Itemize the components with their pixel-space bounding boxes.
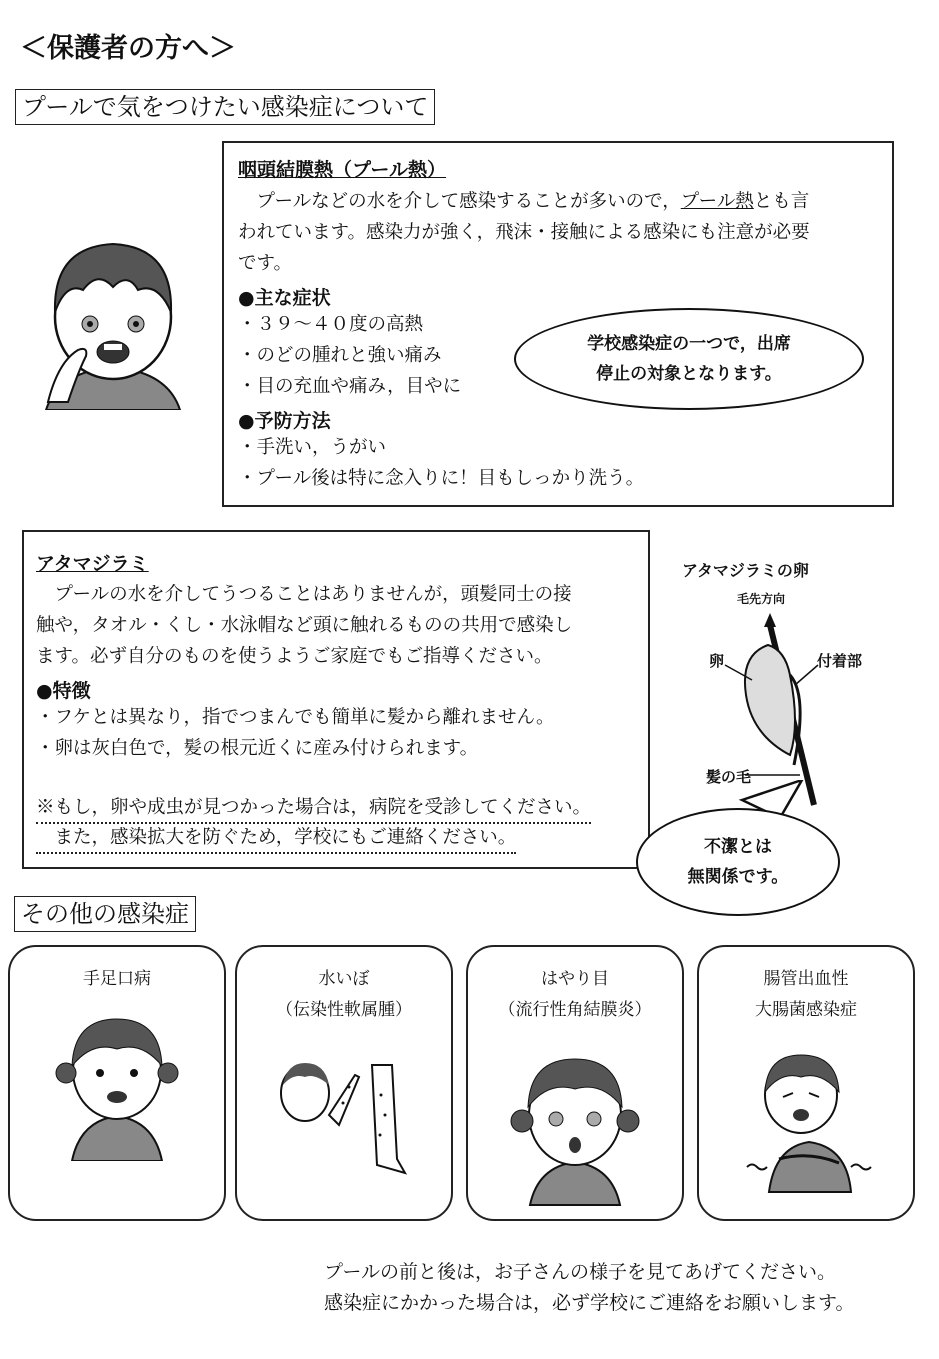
footer-line2: 感染症にかかった場合は，必ず学校にご連絡をお願いします。 (324, 1292, 855, 1314)
section-title-pool: プールで気をつけたい感染症について (15, 89, 435, 125)
feature-item: ・フケとは異なり，指でつまんでも簡単に髪から離れません。 (36, 707, 555, 728)
card-molluscum (235, 945, 453, 1221)
head-lice-box (22, 530, 650, 869)
card-subtitle: 大腸菌感染症 (755, 1000, 857, 1020)
hair-direction-label: 毛先方向 (737, 592, 786, 606)
feature-item: ・卵は灰白色で，髪の根元近くに産み付けられます。 (36, 738, 479, 759)
symptom-item: ・３９～４０度の高熱 (238, 314, 424, 335)
prevention-heading: ●予防方法 (238, 410, 331, 432)
skin-bumps-illustration (277, 1055, 417, 1185)
head-lice-intro-line: 触や，タオル・くし・水泳帽など頭に触れるものの共用で感染し (36, 615, 573, 636)
card-epidemic-keratoconjunctivitis (466, 945, 684, 1221)
head-lice-intro-line: プールの水を介してうつることはありませんが，頭髪同士の接 (36, 584, 572, 605)
pool-fever-heading: 咽頭結膜熱（プール熱） (238, 159, 447, 181)
sick-child-illustration (38, 232, 188, 410)
features-heading: ●特徴 (36, 680, 91, 702)
card-subtitle: （伝染性軟属腫） (276, 1000, 412, 1020)
page-title: ＜保護者の方へ＞ (20, 33, 236, 64)
bubble-line: 停止の対象となります。 (596, 364, 782, 384)
head-lice-heading: アタマジラミ (36, 553, 149, 575)
card-subtitle: （流行性角結膜炎） (498, 1000, 652, 1020)
girl-rash-illustration (52, 1011, 182, 1161)
lice-egg-title: アタマジラミの卵 (682, 561, 809, 580)
lice-note-line2: また，感染拡大を防ぐため，学校にもご連絡ください。 (36, 824, 516, 854)
pool-fever-term: プール熱 (680, 191, 754, 212)
prevention-item: ・手洗い，うがい (238, 437, 387, 458)
girl-pink-eye-illustration (510, 1047, 640, 1207)
cleanliness-bubble (636, 808, 840, 916)
attachment-label: 付着部 (817, 652, 863, 670)
symptom-item: ・目の充血や痛み，目やに (238, 376, 462, 397)
pool-fever-intro-line1 (238, 186, 809, 217)
intro-text-end: とも言 (753, 191, 810, 212)
symptom-item: ・のどの腫れと強い痛み (238, 345, 442, 366)
card-title: はやり目 (541, 969, 609, 989)
boy-stomachache-illustration (739, 1047, 879, 1197)
symptoms-heading: ●主な症状 (238, 287, 331, 309)
head-lice-intro-line: ます。必ず自分のものを使うようご家庭でもご指導ください。 (36, 646, 553, 667)
bubble-line: 学校感染症の一つで，出席 (587, 334, 791, 354)
school-infection-bubble (514, 308, 864, 410)
pool-fever-intro-line2: われています。感染力が強く，飛沫・接触による感染にも注意が必要 (238, 222, 810, 243)
card-ehec (697, 945, 915, 1221)
egg-label: 卵 (709, 652, 725, 670)
card-hand-foot-mouth (8, 945, 226, 1221)
prevention-item: ・プール後は特に念入りに！目もしっかり洗う。 (238, 468, 645, 489)
footer-line1: プールの前と後は，お子さんの様子を見てあげてください。 (324, 1261, 837, 1283)
bubble-line: 無関係です。 (687, 867, 789, 887)
card-title: 手足口病 (83, 969, 151, 989)
pool-fever-intro-line3: です。 (238, 253, 293, 274)
hair-label: 髪の毛 (706, 768, 752, 786)
bubble-line: 不潔とは (703, 837, 772, 857)
section-title-other: その他の感染症 (14, 896, 196, 932)
lice-note-line1: ※もし，卵や成虫が見つかった場合は，病院を受診してください。 (36, 794, 591, 824)
card-title: 水いぼ (318, 969, 370, 989)
intro-text: プールなどの水を介して感染することが多いので， (238, 191, 681, 212)
card-title: 腸管出血性 (763, 969, 849, 989)
